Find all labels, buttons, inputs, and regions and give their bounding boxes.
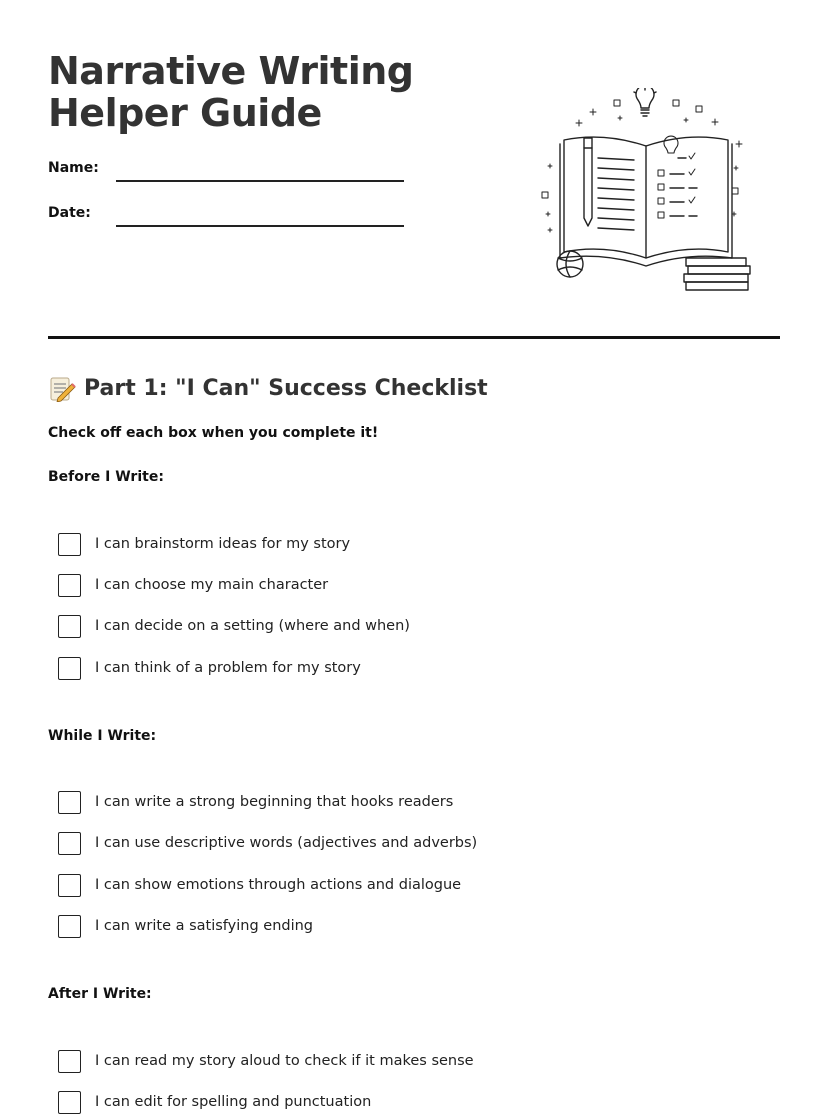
part1-heading-text: Part 1: "I Can" Success Checklist: [84, 375, 488, 401]
checklist-item-label: I can edit for spelling and punctuation: [95, 1094, 372, 1110]
checkbox[interactable]: [58, 657, 81, 680]
checklist-item-label: I can think of a problem for my story: [95, 660, 361, 676]
group-label-while: While I Write:: [48, 728, 157, 744]
section-divider: [48, 336, 780, 339]
lightbulb-icon: [634, 88, 656, 116]
checklist-item[interactable]: [58, 831, 477, 855]
title-line-2: Helper Guide: [48, 91, 322, 135]
checklist-item-label: I can decide on a setting (where and when): [95, 618, 410, 634]
checklist-item[interactable]: [58, 873, 461, 897]
title-line-1: Narrative Writing: [48, 49, 414, 93]
checkbox[interactable]: [58, 874, 81, 897]
checkbox[interactable]: [58, 791, 81, 814]
checklist-item-label: I can show emotions through actions and dialogue: [95, 877, 462, 893]
part1-heading: [48, 374, 488, 402]
open-book-checklist-illustration: [538, 88, 758, 300]
checklist-item[interactable]: [58, 573, 328, 597]
checklist-item[interactable]: [58, 914, 313, 938]
memo-pencil-icon: [48, 374, 76, 402]
checkbox[interactable]: [58, 915, 81, 938]
checklist-instruction: Check off each box when you complete it!: [48, 425, 379, 441]
checkbox[interactable]: [58, 1050, 81, 1073]
checklist-item-label: I can write a strong beginning that hooks readers: [95, 794, 454, 810]
group-label-after: After I Write:: [48, 986, 152, 1002]
checklist-item[interactable]: [58, 1090, 371, 1114]
checklist-item[interactable]: [58, 1049, 474, 1073]
checklist-item[interactable]: [58, 656, 361, 680]
checkbox[interactable]: [58, 533, 81, 556]
sparkle-icons: [542, 100, 742, 232]
open-book-icon: [560, 136, 732, 266]
checklist-item-label: I can read my story aloud to check if it makes sense: [95, 1053, 474, 1069]
group-label-before: Before I Write:: [48, 469, 164, 485]
checklist-item-label: I can write a satisfying ending: [95, 918, 314, 934]
checkbox[interactable]: [58, 615, 81, 638]
book-stack-icon: [684, 258, 750, 290]
name-field[interactable]: [116, 180, 404, 182]
date-field[interactable]: [116, 225, 404, 227]
checklist-item-label: I can use descriptive words (adjectives and adverbs): [95, 835, 478, 851]
checklist-item-label: I can brainstorm ideas for my story: [95, 536, 351, 552]
checkbox[interactable]: [58, 1091, 81, 1114]
checklist-item[interactable]: [58, 532, 350, 556]
globe-icon: [557, 251, 583, 277]
name-label: Name:: [48, 160, 99, 176]
checklist-item-label: I can choose my main character: [95, 577, 329, 593]
checklist-item[interactable]: [58, 614, 410, 638]
date-label: Date:: [48, 205, 91, 221]
checkbox[interactable]: [58, 574, 81, 597]
checklist-item[interactable]: [58, 790, 453, 814]
page-title: [48, 50, 414, 134]
checkbox[interactable]: [58, 832, 81, 855]
